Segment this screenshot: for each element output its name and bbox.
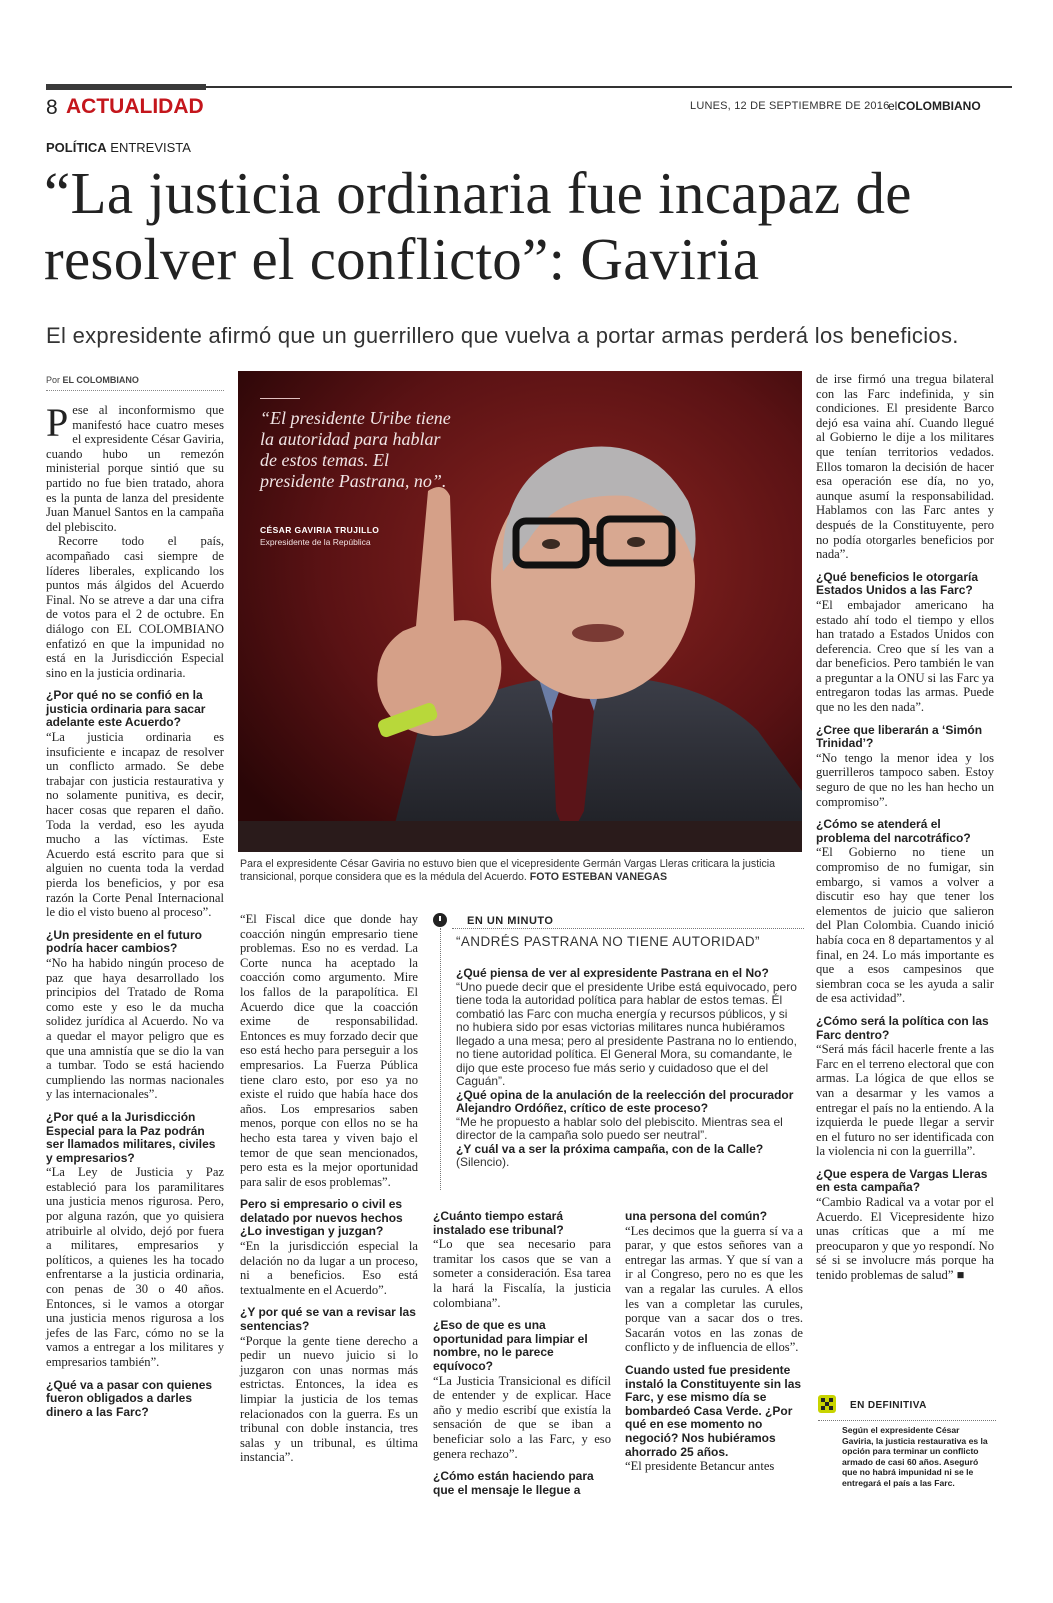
summary-rule (818, 1420, 996, 1421)
byline-rule (46, 390, 224, 391)
interview-question: ¿Cómo están haciendo para que el mensaje le llegue a (433, 1469, 594, 1497)
box-vertical-rule (440, 928, 441, 1190)
article-column-right (816, 372, 994, 1283)
box-question: ¿Qué piensa de ver al expresidente Pastrana en el No? (456, 966, 769, 980)
box-label: EN UN MINUTO (467, 915, 554, 927)
pullquote-author: CÉSAR GAVIRIA TRUJILLO (260, 525, 380, 535)
interview-answer: “No tengo la menor idea y los guerrilleros tampoco saben. Estoy seguro de que no les han hecho un compromiso”. (816, 750, 994, 809)
box-answer: “Me he propuesto a hablar solo del plebiscito. Mientras sea el director de la campaña solo puedo ser neutral”. (456, 1114, 783, 1142)
interview-answer: “La Ley de Justicia y Paz estableció para los paramilitares una justicia menos rigurosa. Pero, por alguna razón, que yo quisiera atribuirle al olvido, dejó por fuera a militares, empresarios y políticos, a quienes les ha tocado enfrentarse a la justicia ordinaria, con penas de 30 o 40 años. Entonces, si le vamos a otorgar una justicia menos rigurosa a los jefes de las Farc, cómo no se la vamos a entregar a los militares y empresarios también”. (46, 1165, 224, 1369)
interview-question: ¿Cómo se atenderá el problema del narcotráfico? (816, 817, 971, 845)
summary-label: EN DEFINITIVA (850, 1400, 927, 1411)
box-title: “ANDRÉS PASTRANA NO TIENE AUTORIDAD” (456, 934, 760, 949)
article-column-2 (240, 912, 418, 1465)
brand-prefix: el (888, 99, 898, 113)
interview-answer: “Les decimos que la guerra sí va a parar, y que estos señores van a entregar las armas. Y que sí van a ir al Congreso, pero no es que les van a regalar las curules. A ellos les van a completar las curules, porque van a sacar dos o tres. Sacarán votos en las zonas de conflicto y de influencia de ellos”. (625, 1223, 803, 1355)
summary-text: Según el expresidente César Gaviria, la justicia restaurativa es la opción para terminar un conflicto armado de casi 60 años. Aseguró que no habrá impunidad ni se le entregará el país a las Farc. (842, 1425, 988, 1488)
interview-answer: “El embajador americano ha estado ahí todo el tiempo y ellos han tratado a Estados Unidos con deferencia. Creo que sí les van a dar beneficios. Pero también le van a preguntar a la ONU si las Farc ya entregaron todas las armas. Puede que no les den nada”. (816, 597, 994, 715)
paragraph: Recorre todo el país, acompañado casi siempre de líderes liberales, explicando los puntos más álgidos del Acuerdo Final. No se atreve a dar una cifra de votos para el 2 de octubre. En diálogo con EL COLOMBIANO enfatizó en que la impunidad no está en la Jurisdicción Especial sino en la justicia ordinaria. (46, 534, 224, 680)
interview-answer: “La justicia ordinaria es insuficiente e incapaz de resolver un conflicto armado. Se debe trabajar con justicia restaurativa y no solamente punitiva, es decir, hacer cosas que reparen el daño. Toda la verdad, eso les ayuda mucho a las víctimas. Este Acuerdo está escrito para que si alguien no cuenta toda la verdad pierda los beneficios, y por esa razón la Corte Penal Internacional le dio el visto bueno al proceso”. (46, 730, 224, 920)
interview-question: ¿Cuánto tiempo estará instalado ese tribunal? (433, 1209, 564, 1237)
box-question: ¿Qué opina de la anulación de la reelección del procurador Alejandro Ordóñez, crítico de este proceso? (456, 1087, 794, 1115)
caption-text: Para el expresidente César Gaviria no estuvo bien que el vicepresidente Germán Vargas Lleras criticara la justicia transicional, porque considera que es la médula del Acuerdo. (240, 858, 776, 883)
interview-answer: “El Fiscal dice que donde hay coacción ningún empresario tiene problemas. Eso no es verdad. La Corte nunca ha aceptado la coacción como argumento. Mire los fallos de la parapolítica. El Acuerdo dice que la coacción exime de responsabilidad. Entonces es muy forzado decir que eso está hecho para perseguir a los empresarios. La Fuerza Pública tiene claro esto, por eso ya no existe el ruido que había hace dos años. Los empresarios saben menos, porque con ellos no se ha hecho esta tarea y viven bajo el temor de que sean mencionados, pero esta es la mejor oportunidad para salir de esos problemas”. (240, 912, 418, 1189)
box-rule (452, 928, 804, 929)
end-mark: ■ (956, 1268, 965, 1283)
intro-text: ese al inconformismo que manifestó hace cuatro meses el expresidente César Gaviria, cuando hubo un remezón ministerial porque sintió que su partido no fue bien tratado, ahora es la punta de lanza del presidente Juan Manuel Santos en la campaña del plebiscito. (46, 403, 225, 534)
pullquote-rule (260, 398, 300, 399)
interview-answer: “El Gobierno no tiene un compromiso de no fumigar, sin embargo, si vamos a volver a discutir eso hay que tener los elementos de juicio que salieron del Plan Colombia. Cuando inició había coca en 8 departamentos y al final, en 24. Lo más importante es que a esos campesinos que siembran coca se les ayuda a salir de esa actividad”. (816, 845, 994, 1006)
interview-question: ¿Qué va a pasar con quienes fueron obligados a darles dinero a las Farc? (46, 1377, 213, 1419)
interview-answer: “Lo que sea necesario para tramitar los casos que se van a someter a consideración. Esa tarea la hará la Fiscalía, la justicia colombiana”. (433, 1237, 611, 1310)
section-title: ACTUALIDAD (66, 95, 204, 118)
interview-question: ¿Cómo será la política con las Farc dentro? (816, 1013, 989, 1042)
headline: “La justicia ordinaria fue incapaz de resolver el conflicto”: Gaviria (44, 160, 912, 292)
interview-question: ¿Qué beneficios le otorgaría Estados Unidos a las Farc? (816, 569, 979, 598)
interview-answer: “Será más fácil hacerle frente a las Farc en el terreno electoral que con armas. La lógica de que ellos se van a desarmar y les vamos a entregar el país no la entiendo. A la izquierda le puede llegar a servir en el futuro no ser identificada con la violencia ni con la guerrilla”. (816, 1042, 994, 1159)
dateline: LUNES, 12 DE SEPTIEMBRE DE 2016 (690, 100, 890, 112)
header-rule-accent (46, 84, 206, 90)
final-answer: “Cambio Radical va a votar por el Acuerdo. El Vicepresidente hizo unas críticas que a mí me preocuparon y que yo respondí. No sé si se involucre más porque ha tenido problemas de salud” (816, 1195, 994, 1283)
interview-answer: “El presidente Betancur antes (625, 1459, 775, 1474)
interview-question: ¿Cree que liberarán a ‘Simón Trinidad’? (816, 722, 983, 751)
photo-caption (240, 858, 800, 884)
box-answer: “Uno puede decir que el presidente Uribe está equivocado, pero tiene toda la autoridad política para hablar de estos temas. Él combatió las Farc con mucha energía y recursos públicos, y si no hubiera sido por esas victorias militares nunca hubiéramos llegado a una mesa; pero al presidente Pastrana no lo entiendo, no tiene autoridad política. El General Mora, su comandante, le dijo que este proceso fue más serio y cuidadoso que el del Caguán”. (456, 979, 797, 1088)
brand-name: COLOMBIANO (897, 99, 981, 113)
newspaper-brand (888, 99, 981, 113)
pullquote-author-role: Expresidente de la República (260, 537, 371, 547)
interview-answer-continued: de irse firmó una tregua bilateral con las Farc indefinida, y sin condiciones. El presidente Barco dejó esa vaina ahí. Cuando llegué al Gobierno le dije a los militares que tenían territorios vedados. Ellos tomaron la decisión de hacer esa operación ese día, no yo, aunque asumí la responsabilidad. Hablamos con las Farc antes y después de la Constituyente, pero no podía otorgarles beneficios por nada”. (816, 372, 994, 562)
intro-paragraph (46, 400, 225, 534)
clock-icon (433, 913, 447, 927)
kicker (46, 140, 191, 155)
interview-answer: “En la jurisdicción especial la delación no da lugar a un proceso, ni a beneficios. Eso está textualmente en el Acuerdo”. (240, 1239, 418, 1297)
box-body (456, 967, 801, 1170)
article-column-1 (46, 400, 225, 1419)
page-number: 8 (46, 96, 58, 119)
byline-prefix: Por (46, 375, 61, 385)
interview-question-continued: una persona del común? (625, 1209, 768, 1223)
interview-question: ¿Que espera de Vargas Lleras en esta campaña? (816, 1166, 988, 1195)
interview-answer (816, 1195, 994, 1283)
interview-question: ¿Por qué a la Jurisdicción Especial para la Paz podrán ser llamados militares, civiles y empresarios? (46, 1109, 216, 1165)
kicker-type: ENTREVISTA (110, 140, 191, 155)
article-column-3 (433, 1210, 611, 1497)
interview-answer: “Porque la gente tiene derecho a pedir un nuevo juicio si lo juzgaron con unas normas más estrictas. Entonces, la idea es limpiar la justicia de los temas relacionados con la guerra. Es un tribunal con doble instancia, tres salas y un tribunal, es última instancia”. (240, 1333, 418, 1465)
byline-author: EL COLOMBIANO (62, 375, 139, 385)
interview-question: ¿Por qué no se confió en la justicia ordinaria para sacar adelante este Acuerdo? (46, 688, 206, 730)
photo-credit: FOTO ESTEBAN VANEGAS (529, 871, 668, 883)
interview-question: Pero si empresario o civil es delatado por nuevos hechos ¿Lo investigan y juzgan? (240, 1197, 403, 1239)
interview-question: ¿Eso de que es una oportunidad para limpiar el nombre, no le parece equívoco? (433, 1318, 588, 1373)
byline (46, 375, 139, 385)
interview-answer: “La Justicia Transicional es difícil de entender y de explicar. Hace año y medio escribí que existía la sensación de que se iban a beneficiar solo a las Farc, y eso genera rechazo”. (433, 1373, 611, 1461)
standfirst: El expresidente afirmó que un guerrillero que vuelva a portar armas perderá los beneficios. (46, 323, 959, 348)
interview-answer: “No ha habido ningún proceso de paz que haya desarrollado los principios del Tratado de Roma como este y eso le da mucha solidez jurídica al Acuerdo. No va a quedar el mayor peligro que es que una amnistía que se dio la van a tumbar. Todo se está haciendo cumpliendo las normas nacionales y las internacionales”. (46, 955, 224, 1102)
kicker-section: POLÍTICA (46, 140, 107, 155)
box-answer: (Silencio). (456, 1155, 510, 1169)
interview-question: Cuando usted fue presidente instaló la Constituyente sin las Farc, y ese mismo día se bombardeó Casa Verde. ¿Por qué en ese momento no negoció? Nos hubiéramos ahorrado 25 años. (625, 1362, 802, 1459)
interview-question: ¿Un presidente en el futuro podría hacer cambios? (46, 927, 203, 956)
box-question: ¿Y cuál va a ser la próxima campaña, con de la Calle? (456, 1141, 764, 1156)
summary-icon (818, 1395, 836, 1413)
drop-cap: P (46, 400, 69, 445)
pullquote: “El presidente Uribe tiene la autoridad para hablar de estos temas. El presidente Pastrana, no”. (260, 408, 451, 491)
interview-question: ¿Y por qué se van a revisar las sentencias? (240, 1305, 416, 1334)
article-column-4 (625, 1210, 803, 1474)
